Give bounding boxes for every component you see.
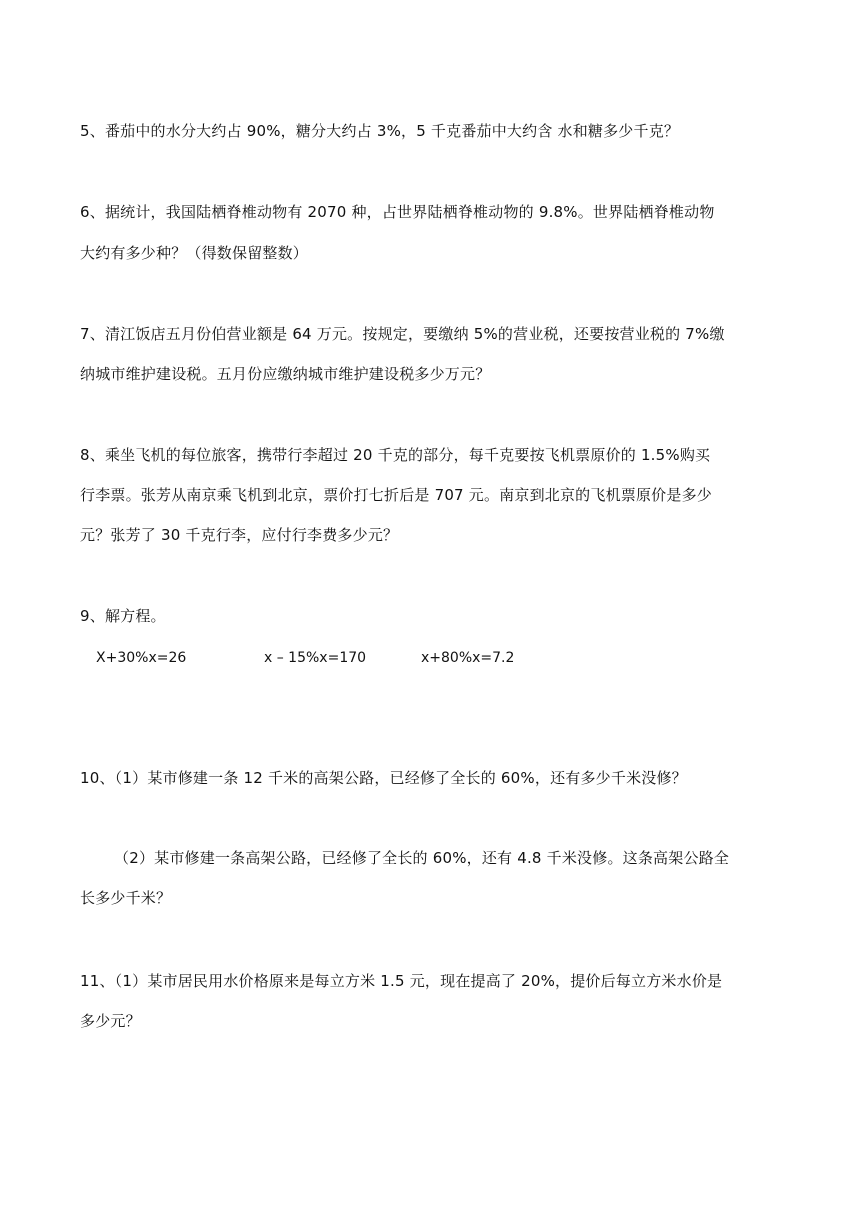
equation-2: x – 15%x=170 [264, 650, 367, 666]
problem-10-part-2-line-2: 长多少千米？ [80, 889, 172, 907]
equation-1: X+30%x=26 [96, 650, 187, 666]
problem-9-title: 9、解方程。 [80, 607, 166, 625]
problem-7-line-2: 纳城市维护建设税。五月份应缴纳城市维护建设税多少万元？ [80, 365, 491, 383]
problem-10-part-2-line-1: （2）某市修建一条高架公路，已经修了全长的 60%，还有 4.8 千米没修。这条高架公路全 [114, 849, 730, 867]
problem-8-line-3: 元？张芳了 30 千克行李，应付行李费多少元？ [80, 526, 399, 544]
problem-8-line-1: 8、乘坐飞机的每位旅客，携带行李超过 20 千克的部分，每千克要按飞机票原价的 1.5%购买 [80, 446, 711, 464]
problem-6-line-1: 6、据统计，我国陆栖脊椎动物有 2070 种，占世界陆栖脊椎动物的 9.8%。世界陆栖脊椎动物 [80, 203, 715, 221]
problem-7-line-1: 7、清江饭店五月份伯营业额是 64 万元。按规定，要缴纳 5%的营业税，还要按营业税的 7%缴 [80, 325, 725, 343]
problem-10-part-1: 10、（1）某市修建一条 12 千米的高架公路，已经修了全长的 60%，还有多少千米没修？ [80, 769, 687, 787]
problem-8-line-2: 行李票。张芳从南京乘飞机到北京，票价打七折后是 707 元。南京到北京的飞机票原价是多少 [80, 486, 712, 504]
problem-6-line-2: 大约有多少种？（得数保留整数） [80, 244, 309, 262]
problem-11-line-2: 多少元？ [80, 1012, 141, 1030]
problem-11-line-1: 11、（1）某市居民用水价格原来是每立方米 1.5 元，现在提高了 20%，提价后每立方米水价是 [80, 972, 723, 990]
equation-3: x+80%x=7.2 [421, 650, 515, 666]
problem-5-line-1: 5、番茄中的水分大约占 90%，糖分大约占 3%，5 千克番茄中大约含 水和糖多少千克？ [80, 122, 680, 140]
